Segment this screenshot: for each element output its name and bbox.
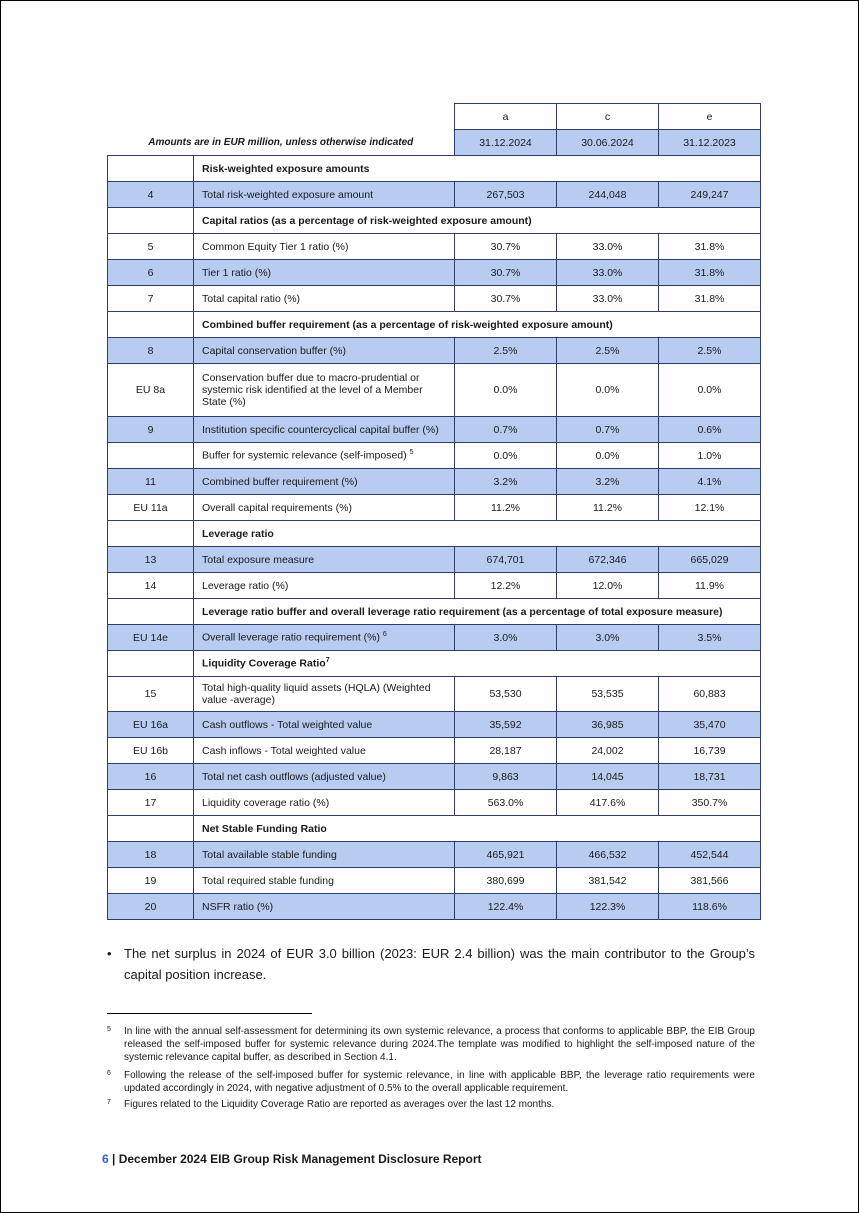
value-cell: 35,470: [659, 712, 761, 738]
row-label: [194, 495, 455, 521]
section-title: [194, 599, 761, 625]
section-title-text: Risk-weighted exposure amounts: [202, 162, 370, 175]
row-number: EU 14e: [108, 625, 194, 651]
value-cell: 3.0%: [455, 625, 557, 651]
value-cell: 4.1%: [659, 469, 761, 495]
value-cell: 0.7%: [557, 417, 659, 443]
row-number: EU 16b: [108, 738, 194, 764]
value-cell: 674,701: [455, 547, 557, 573]
section-title-text: Net Stable Funding Ratio: [202, 822, 327, 835]
table-row: [108, 842, 761, 868]
row-number: 20: [108, 894, 194, 920]
value-cell: 0.0%: [557, 443, 659, 469]
value-cell: 267,503: [455, 182, 557, 208]
row-number: [108, 651, 194, 677]
row-label-text: Total net cash outflows (adjusted value): [202, 770, 386, 783]
value-cell: 53,535: [557, 677, 659, 712]
value-cell: 1.0%: [659, 443, 761, 469]
row-label: [194, 417, 455, 443]
footnote-text: Figures related to the Liquidity Coverage Ratio are reported as averages over the last 12 months.: [124, 1099, 555, 1110]
value-cell: 18,731: [659, 764, 761, 790]
row-label: [194, 443, 455, 469]
value-cell: 53,530: [455, 677, 557, 712]
footnote-number: 5: [107, 1026, 111, 1033]
col-letter-a: a: [455, 104, 557, 130]
table-row: [108, 677, 761, 712]
table-row: [108, 417, 761, 443]
value-cell: 452,544: [659, 842, 761, 868]
col-date-1: 31.12.2024: [455, 130, 557, 156]
row-label-text: Total risk-weighted exposure amount: [202, 188, 374, 201]
section-title-text: Leverage ratio: [202, 527, 274, 540]
bullet-icon: •: [107, 946, 112, 961]
table-row: [108, 547, 761, 573]
value-cell: 672,346: [557, 547, 659, 573]
table-row: [108, 738, 761, 764]
row-label-text: NSFR ratio (%): [202, 900, 274, 913]
row-label: [194, 338, 455, 364]
value-cell: 30.7%: [455, 234, 557, 260]
row-label-text: Liquidity coverage ratio (%): [202, 796, 330, 809]
row-number: 4: [108, 182, 194, 208]
page-number: 6: [102, 1152, 109, 1166]
value-cell: 563.0%: [455, 790, 557, 816]
table-row: [108, 712, 761, 738]
row-label: [194, 712, 455, 738]
value-cell: 350.7%: [659, 790, 761, 816]
row-label-text: Total available stable funding: [202, 848, 337, 861]
section-header-row: [108, 156, 761, 182]
value-cell: 3.2%: [455, 469, 557, 495]
value-cell: 0.0%: [659, 364, 761, 417]
amounts-note: Amounts are in EUR million, unless otherwise indicated: [148, 136, 414, 148]
value-cell: 2.5%: [557, 338, 659, 364]
col-date-3: 31.12.2023: [659, 130, 761, 156]
row-label-text: Combined buffer requirement (%): [202, 475, 358, 488]
value-cell: 417.6%: [557, 790, 659, 816]
section-title: [194, 816, 761, 842]
row-number: 7: [108, 286, 194, 312]
row-label: [194, 790, 455, 816]
footnote-5: [107, 1025, 755, 1064]
row-label: [194, 894, 455, 920]
value-cell: 0.0%: [557, 364, 659, 417]
value-cell: 380,699: [455, 868, 557, 894]
row-number: 9: [108, 417, 194, 443]
value-cell: 0.6%: [659, 417, 761, 443]
section-title-text: Combined buffer requirement (as a percentage of risk-weighted exposure amount): [202, 318, 613, 331]
value-cell: 28,187: [455, 738, 557, 764]
row-number: [108, 816, 194, 842]
value-cell: 665,029: [659, 547, 761, 573]
row-label: [194, 469, 455, 495]
footnote-text: In line with the annual self-assessment for determining its own systemic relevance, a process that conforms to applicable BBP, the EIB Group released the self-imposed buffer for systemic relevance during 2024.The template was modified to highlight the self-imposed nature of the systemic relevance capital buffer, as described in Section 4.1.: [124, 1026, 755, 1063]
table-row: [108, 573, 761, 599]
row-label: [194, 868, 455, 894]
value-cell: 3.5%: [659, 625, 761, 651]
value-cell: 465,921: [455, 842, 557, 868]
row-number: [108, 208, 194, 234]
value-cell: 3.0%: [557, 625, 659, 651]
value-cell: 3.2%: [557, 469, 659, 495]
footnote-ref: 6: [382, 631, 387, 639]
row-number: [108, 443, 194, 469]
section-header-row: [108, 312, 761, 338]
value-cell: 33.0%: [557, 286, 659, 312]
footer-separator: |: [108, 1152, 119, 1166]
row-label: [194, 260, 455, 286]
row-number: 8: [108, 338, 194, 364]
table-row: [108, 234, 761, 260]
row-label: [194, 234, 455, 260]
row-number: 13: [108, 547, 194, 573]
row-number: 11: [108, 469, 194, 495]
row-number: EU 8a: [108, 364, 194, 417]
table-row: [108, 286, 761, 312]
value-cell: 24,002: [557, 738, 659, 764]
row-label-text: Total required stable funding: [202, 874, 334, 887]
row-label-text: Capital conservation buffer (%): [202, 344, 346, 357]
value-cell: 2.5%: [659, 338, 761, 364]
value-cell: 244,048: [557, 182, 659, 208]
value-cell: 11.9%: [659, 573, 761, 599]
section-header-row: [108, 208, 761, 234]
row-label-text: Tier 1 ratio (%): [202, 266, 272, 279]
row-label-text: Cash outflows - Total weighted value: [202, 718, 373, 731]
col-letter-c: c: [557, 104, 659, 130]
section-header-row: [108, 599, 761, 625]
row-label: [194, 677, 455, 712]
footnote-ref: 5: [409, 449, 414, 457]
section-header-row: [108, 521, 761, 547]
table-row: [108, 364, 761, 417]
value-cell: 12.0%: [557, 573, 659, 599]
row-number: 14: [108, 573, 194, 599]
row-number: 18: [108, 842, 194, 868]
section-title: [194, 312, 761, 338]
value-cell: 14,045: [557, 764, 659, 790]
col-date-2: 30.06.2024: [557, 130, 659, 156]
footnote-number: 6: [107, 1070, 111, 1077]
footnote-number: 7: [107, 1099, 111, 1106]
value-cell: 2.5%: [455, 338, 557, 364]
row-label: [194, 764, 455, 790]
row-number: 16: [108, 764, 194, 790]
key-metrics-table: [107, 103, 761, 920]
table-row: [108, 790, 761, 816]
row-label-text: Buffer for systemic relevance (self-imposed): [202, 449, 407, 462]
value-cell: 36,985: [557, 712, 659, 738]
row-label: [194, 625, 455, 651]
row-label-text: Conservation buffer due to macro-prudential or systemic risk identified at the level of a Member State (%): [202, 372, 423, 408]
row-label-text: Total high-quality liquid assets (HQLA) (Weighted value -average): [202, 682, 431, 706]
row-number: 5: [108, 234, 194, 260]
bullet-text: The net surplus in 2024 of EUR 3.0 billion (2023: EUR 2.4 billion) was the main contributor to the Group’s capital position increase.: [124, 946, 755, 982]
value-cell: 381,542: [557, 868, 659, 894]
row-label: [194, 842, 455, 868]
footnote-7: [107, 1098, 755, 1111]
value-cell: 122.4%: [455, 894, 557, 920]
value-cell: 9,863: [455, 764, 557, 790]
table-row: [108, 495, 761, 521]
row-number: 15: [108, 677, 194, 712]
table-row: [108, 625, 761, 651]
row-label: [194, 547, 455, 573]
value-cell: 12.2%: [455, 573, 557, 599]
value-cell: 31.8%: [659, 260, 761, 286]
row-label-text: Common Equity Tier 1 ratio (%): [202, 240, 349, 253]
value-cell: 60,883: [659, 677, 761, 712]
row-number: [108, 599, 194, 625]
footnote-text: Following the release of the self-imposed buffer for systemic relevance, in line with applicable BBP, the leverage ratio requirements were updated accordingly in 2024, with negative adjustment of 0.5% to the overall applicable requirement.: [124, 1070, 755, 1094]
value-cell: 381,566: [659, 868, 761, 894]
table-row: [108, 894, 761, 920]
value-cell: 33.0%: [557, 260, 659, 286]
value-cell: 11.2%: [455, 495, 557, 521]
value-cell: 30.7%: [455, 260, 557, 286]
row-label: [194, 738, 455, 764]
row-number: EU 11a: [108, 495, 194, 521]
bullet-point: [107, 943, 755, 985]
table-row: [108, 260, 761, 286]
table-row: [108, 443, 761, 469]
row-label-text: Institution specific countercyclical capital buffer (%): [202, 423, 439, 436]
value-cell: 35,592: [455, 712, 557, 738]
section-title: [194, 156, 761, 182]
section-title: [194, 521, 761, 547]
row-number: EU 16a: [108, 712, 194, 738]
value-cell: 33.0%: [557, 234, 659, 260]
value-cell: 0.7%: [455, 417, 557, 443]
value-cell: 0.0%: [455, 364, 557, 417]
section-title-text: Liquidity Coverage Ratio: [202, 657, 326, 670]
value-cell: 30.7%: [455, 286, 557, 312]
value-cell: 12.1%: [659, 495, 761, 521]
row-label: [194, 286, 455, 312]
column-date-row: [108, 130, 761, 156]
row-number: 6: [108, 260, 194, 286]
row-label: [194, 364, 455, 417]
value-cell: 249,247: [659, 182, 761, 208]
row-number: [108, 521, 194, 547]
value-cell: 118.6%: [659, 894, 761, 920]
row-label: [194, 573, 455, 599]
row-number: [108, 156, 194, 182]
row-label-text: Total exposure measure: [202, 553, 315, 566]
section-header-row: [108, 651, 761, 677]
value-cell: 0.0%: [455, 443, 557, 469]
footnote-6: [107, 1069, 755, 1095]
table-row: [108, 868, 761, 894]
value-cell: 466,532: [557, 842, 659, 868]
footer-title: December 2024 EIB Group Risk Management Disclosure Report: [118, 1152, 482, 1166]
section-title-text: Capital ratios (as a percentage of risk-weighted exposure amount): [202, 214, 532, 227]
table-row: [108, 764, 761, 790]
row-label-text: Overall capital requirements (%): [202, 501, 352, 514]
table-row: [108, 338, 761, 364]
row-number: 19: [108, 868, 194, 894]
row-label-text: Total capital ratio (%): [202, 292, 301, 305]
table-row: [108, 182, 761, 208]
page-footer: [102, 1152, 482, 1166]
row-label: [194, 182, 455, 208]
value-cell: 16,739: [659, 738, 761, 764]
section-title: [194, 208, 761, 234]
section-title-text: Leverage ratio buffer and overall leverage ratio requirement (as a percentage of total exposure measure): [202, 605, 723, 618]
value-cell: 31.8%: [659, 286, 761, 312]
value-cell: 11.2%: [557, 495, 659, 521]
row-label-text: Cash inflows - Total weighted value: [202, 744, 366, 757]
section-header-row: [108, 816, 761, 842]
section-title: [194, 651, 761, 677]
row-label-text: Overall leverage ratio requirement (%): [202, 631, 380, 644]
row-number: 17: [108, 790, 194, 816]
footnote-divider: [107, 1013, 312, 1014]
value-cell: 31.8%: [659, 234, 761, 260]
value-cell: 122.3%: [557, 894, 659, 920]
column-letter-row: [108, 104, 761, 130]
row-number: [108, 312, 194, 338]
table-row: [108, 469, 761, 495]
col-letter-e: e: [659, 104, 761, 130]
row-label-text: Leverage ratio (%): [202, 579, 289, 592]
footnote-ref: 7: [325, 657, 330, 665]
